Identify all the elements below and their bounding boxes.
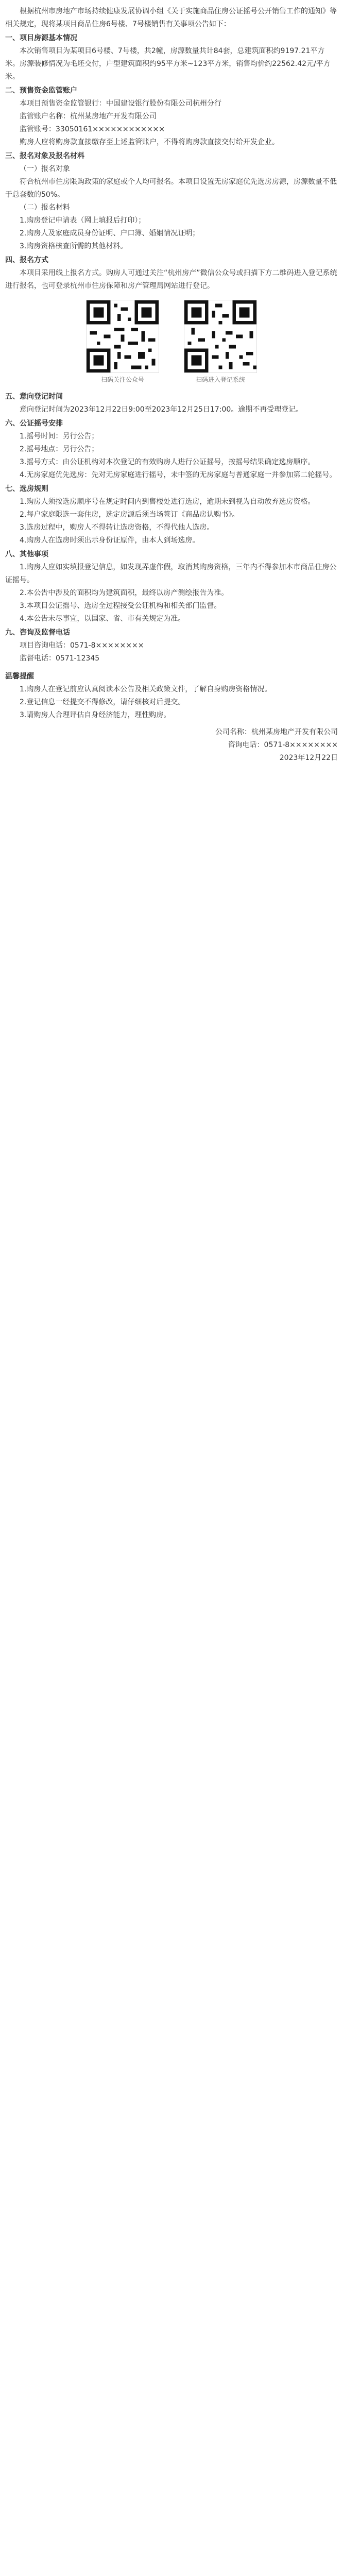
section-heading: 六、公证摇号安排 [5, 419, 63, 428]
section-paragraph: 2.每户家庭限选一套住房，选定房源后须当场签订《商品房认购书》。 [20, 511, 239, 519]
section-paragraph: 监督电话：0571-12345 [20, 654, 100, 663]
section-paragraph: 3.本项目公证摇号、选房全过程接受公证机构和相关部门监督。 [20, 602, 221, 610]
signature-date: 2023年12月22日 [279, 754, 338, 762]
section-paragraph: 3.购房资格核查所需的其他材料。 [20, 242, 128, 250]
section-paragraph: （二）报名材料 [20, 204, 70, 212]
notice-section [5, 670, 338, 722]
qr-codes [5, 300, 338, 384]
notice-paragraph: 1.购房人在登记前应认真阅读本公告及相关政策文件，了解自身购房资格情况。 [20, 685, 272, 693]
section-6 [5, 483, 338, 547]
section-paragraph: 4.购房人在选房时须出示身份证原件，由本人到场选房。 [20, 536, 200, 545]
section-heading: 四、报名方式 [5, 256, 48, 264]
section-paragraph: 本次销售项目为某项目6号楼、7号楼，共2幢，房源数量共计84套，总建筑面积约9197.21平方米。房源装修情况为毛坯交付，户型建筑面积约95平方米~123平方米，销售均价约22562.42元/平方米。 [5, 47, 331, 81]
spacer [5, 722, 338, 726]
section-paragraph: 2.摇号地点：另行公告； [20, 445, 99, 453]
section-heading: 七、选房规则 [5, 485, 48, 493]
section-paragraph: 1.购房人须按选房顺序号在规定时间内到售楼处进行选房，逾期未到视为自动放弃选房资格。 [20, 498, 315, 506]
section-paragraph: 意向登记时间为2023年12月22日9:00至2023年12月25日17:00。逾期不再受理登记。 [20, 405, 303, 414]
section-paragraph: 2.购房人及家庭成员身份证明、户口簿、婚姻情况证明； [20, 229, 200, 238]
section-paragraph: 购房人应将购房款直接缴存至上述监管账户，不得将购房款直接交付给开发企业。 [20, 138, 279, 146]
intro-paragraph: 根据杭州市房地产市场持续健康发展协调小组《关于实施商品住房公证摇号公开销售工作的通知》等相关规定，现将某项目商品住房6号楼、7号楼销售有关事项公告如下： [5, 7, 337, 28]
section-heading: 九、咨询及监督电话 [5, 629, 70, 637]
section-paragraph: 3.选房过程中，购房人不得转让选房资格，不得代他人选房。 [20, 523, 214, 532]
sections-part-2 [5, 391, 338, 665]
section-2 [5, 150, 338, 253]
section-heading: 五、意向登记时间 [5, 393, 63, 401]
section-4 [5, 391, 338, 416]
signature-block [5, 726, 338, 765]
section-0 [5, 32, 338, 83]
qr-code-icon[interactable] [184, 300, 257, 373]
notice-heading: 温馨提醒 [5, 672, 34, 681]
section-heading: 一、项目房源基本情况 [5, 34, 77, 42]
signature-contact: 咨询电话：0571-8×××××××× [228, 741, 338, 749]
section-5 [5, 417, 338, 482]
section-1 [5, 84, 338, 149]
section-8 [5, 626, 338, 665]
section-paragraph: 监管账号：33050161×××××××××××× [20, 125, 165, 133]
section-paragraph: 3.摇号方式：由公证机构对本次登记的有效购房人进行公证摇号，按摇号结果确定选房顺序。 [20, 458, 315, 466]
section-paragraph: 本项目预售资金监管银行：中国建设银行股份有限公司杭州分行 [20, 99, 221, 108]
section-paragraph: 2.本公告中涉及的面积均为建筑面积，最终以房产测绘报告为准。 [20, 589, 229, 597]
section-paragraph: 1.摇号时间：另行公告； [20, 432, 99, 440]
section-paragraph: 1.购房人应如实填报登记信息，如发现弄虚作假，取消其购房资格，三年内不得参加本市商品住房公证摇号。 [5, 563, 337, 584]
section-7 [5, 548, 338, 625]
section-3 [5, 254, 338, 293]
section-heading: 八、其他事项 [5, 550, 48, 558]
announcement-page [0, 0, 343, 785]
qr-caption: 扫码进入登记系统 [195, 376, 245, 383]
sections-part-1 [5, 32, 338, 293]
spacer [5, 665, 338, 669]
section-paragraph: 4.无房家庭优先选房：先对无房家庭进行摇号，未中签的无房家庭与普通家庭一并参加第二轮摇号。 [20, 471, 337, 479]
qr-code-box-1 [81, 300, 164, 384]
qr-caption: 扫码关注公众号 [100, 376, 144, 383]
section-paragraph: 项目咨询电话：0571-8×××××××× [20, 641, 144, 650]
qr-code-icon[interactable] [86, 300, 159, 373]
section-heading: 二、预售资金监管账户 [5, 87, 77, 95]
signature-company: 公司名称：杭州某房地产开发有限公司 [215, 728, 338, 736]
notice-paragraph: 2.登记信息一经提交不得修改，请仔细核对后提交。 [20, 698, 185, 706]
section-paragraph: 监管账户名称：杭州某房地产开发有限公司 [20, 112, 157, 121]
section-paragraph: 符合杭州市住房限购政策的家庭或个人均可报名。本项目设置无房家庭优先选房房源，房源数量不低于总套数的50%。 [5, 178, 337, 199]
section-paragraph: 4.本公告未尽事宜，以国家、省、市有关规定为准。 [20, 615, 185, 623]
section-paragraph: 本项目采用线上报名方式。购房人可通过关注“杭州房产”微信公众号或扫描下方二维码进入登记系统进行报名，也可登录杭州市住房保障和房产管理局网站进行登记。 [5, 269, 337, 290]
section-paragraph: 1.购房登记申请表（网上填报后打印）； [20, 216, 146, 225]
qr-code-box-2 [179, 300, 262, 384]
notice-paragraph: 3.请购房人合理评估自身经济能力，理性购房。 [20, 711, 171, 719]
section-paragraph: （一）报名对象 [20, 165, 70, 173]
section-heading: 三、报名对象及报名材料 [5, 152, 84, 160]
